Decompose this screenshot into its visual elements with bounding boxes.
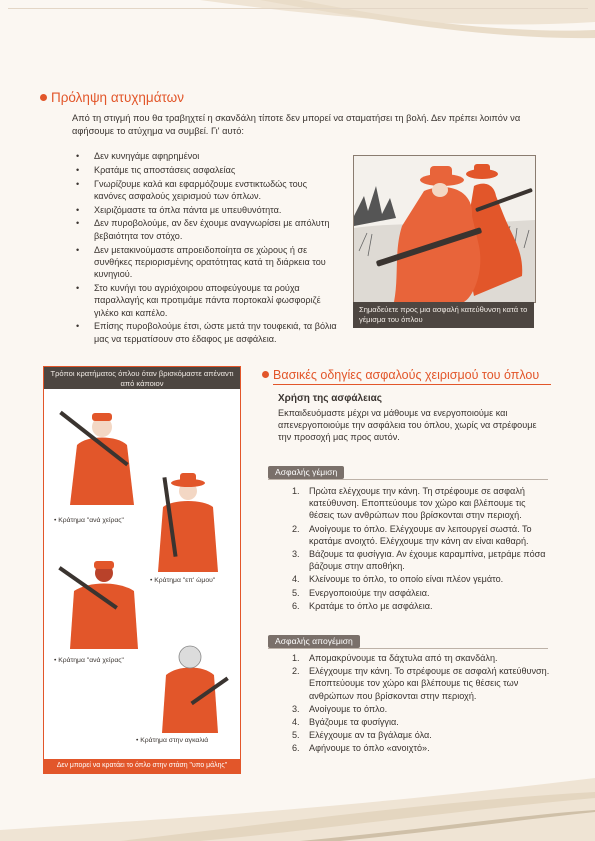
grip-label: • Κράτημα "ανά χείρας" <box>54 517 124 524</box>
list-item: 1. Απομακρύνουμε τα δάχτυλα από τη σκανδάλη. <box>292 653 498 663</box>
list-item: 6. Κρατάμε το όπλο με ασφάλεια. <box>292 600 433 611</box>
heading-rule <box>268 479 548 480</box>
list-item: 1. Πρώτα ελέγχουμε την κάνη. Τη στρέφουμε σε ασφαλή κατεύθυνση. Εποπτεύουμε τον χώρο και βλέπουμε τις θέσεις των ανθρώπων που βρίσκονται στην περιοχή. <box>292 486 526 521</box>
list-item: 5. Ενεργοποιούμε την ασφάλεια. <box>292 587 430 598</box>
list-item: 5. Ελέγχουμε αν τα βγάλαμε όλα. <box>292 730 432 741</box>
photo-caption: Σημαδεύετε προς μια ασφαλή κατεύθυνση κατά το γέμισμα του όπλου <box>353 302 534 328</box>
hunter-grip-figure <box>148 635 232 735</box>
grip-box-title: Τρόποι κρατήματος όπλου όταν βρισκόμαστε απέναντι από κάποιον <box>44 367 240 389</box>
safe-loading-steps <box>292 485 550 613</box>
top-decorative-swoosh <box>0 0 595 70</box>
list-item: 2. Ανοίγουμε το όπλο. Ελέγχουμε αν λειτουργεί σωστά. Το κρατάμε ανοιχτό. Ελέγχουμε την κάνη αν είναι καθαρή. <box>292 523 532 546</box>
list-item: • Στο κυνήγι του αγριόχοιρου αποφεύγουμε τα ρούχα παραλλαγής και προτιμάμε πάντα πορτοκαλί φωσφοριζέ γιλέκο και καπέλο. <box>76 282 341 319</box>
hunter-grip-figure <box>54 553 154 653</box>
list-item: 2. Ελέγχουμε την κάνη. Το στρέφουμε σε ασφαλή κατεύθυνση. Εποπτεύουμε τον χώρο και βλέπουμε τις θέσεις των ανθρώπων που βρίσκονται στην περιοχή. <box>292 666 550 701</box>
list-item: 3. Ανοίγουμε το όπλο. <box>292 703 388 714</box>
list-item: 6. Αφήνουμε το όπλο «ανοιχτό». <box>292 743 430 754</box>
section-title-safe-handling: Βασικές οδηγίες ασφαλούς χειρισμού του όπλου <box>262 368 539 382</box>
safety-use-paragraph: Εκπαιδευόμαστε μέχρι να μάθουμε να ενεργοποιούμε και απενεργοποιούμε την ασφάλεια του όπλου, χωρίς να στρέφουμε την προσοχή μας προς αυτόν. <box>278 408 537 442</box>
grip-label: • Κράτημα στην αγκαλιά <box>136 737 209 744</box>
section-title-accident-prevention: Πρόληψη ατυχημάτων <box>40 90 184 105</box>
hunter-grip-figure <box>52 395 152 515</box>
grip-label: • Κράτημα "επ' ώμου" <box>150 577 216 584</box>
safe-unloading-heading: Ασφαλής απογέμιση <box>268 635 360 648</box>
list-item: • Δεν μετακινούμαστε απροειδοποίητα σε χώρους ή σε συνθήκες περιορισμένης ορατότητας κατά τη διάρκεια του κυνηγιού. <box>76 244 341 281</box>
list-item: 4. Βγάζουμε τα φυσίγγια. <box>292 717 399 728</box>
prevention-bullet-list <box>76 150 341 346</box>
grip-methods-box <box>43 366 241 774</box>
hunter-grip-figure <box>148 467 228 577</box>
intro-paragraph: Από τη στιγμή που θα τραβηχτεί η σκανδάλη τίποτε δεν μπορεί να σταματήσει τη βολή. Δεν πρέπει λοιπόν να αφήσουμε το ατύχημα να συμβεί. Γι' αυτό: <box>72 113 521 136</box>
list-item: 4. Κλείνουμε το όπλο, το οποίο είναι πλέον γεμάτο. <box>292 574 504 585</box>
top-rule <box>8 8 588 9</box>
list-item: • Δεν κυνηγάμε αφηρημένοι <box>76 150 341 162</box>
list-item: • Δεν πυροβολούμε, αν δεν έχουμε αναγνωρίσει με απόλυτη βεβαιότητα τον στόχο. <box>76 217 341 242</box>
hunters-illustration <box>353 155 536 303</box>
list-item: • Επίσης πυροβολούμε έτσι, ώστε μετά την τουφεκιά, τα βόλια μας να τερματίσουν στο έδαφος με ασφάλεια. <box>76 320 341 345</box>
subsection-title-safety-use: Χρήση της ασφάλειας <box>278 393 382 404</box>
grip-label: • Κράτημα "ανά χείρας" <box>54 657 124 664</box>
section-divider <box>273 384 551 385</box>
list-item: • Γνωρίζουμε καλά και εφαρμόζουμε ενστικτωδώς τους κανόνες ασφαλούς χειρισμού των όπλων. <box>76 178 341 203</box>
heading-rule <box>268 648 548 649</box>
bottom-decorative-swoosh <box>0 770 595 841</box>
list-item: • Χειριζόμαστε τα όπλα πάντα με υπευθυνότητα. <box>76 204 341 216</box>
safe-unloading-steps <box>292 652 550 756</box>
list-item: • Κρατάμε τις αποστάσεις ασφαλείας <box>76 164 341 176</box>
safe-loading-heading: Ασφαλής γέμιση <box>268 466 344 479</box>
list-item: 3. Βάζουμε τα φυσίγγια. Αν έχουμε καραμπίνα, μετράμε πόσα βάζουμε στην αποθήκη. <box>292 549 546 572</box>
grip-box-footer: Δεν μπορεί να κρατάει το όπλο στην στάση "υπο μάλης" <box>44 759 240 773</box>
